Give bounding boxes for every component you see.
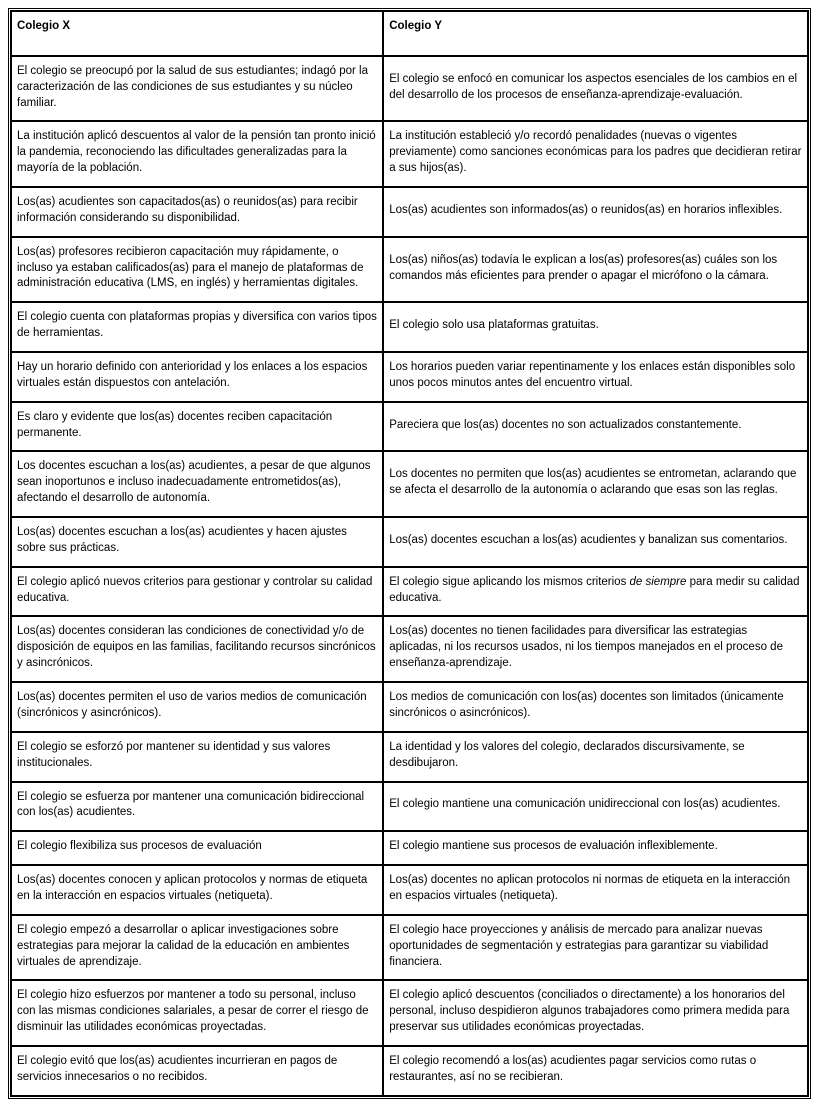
column-header-colegio-y: Colegio Y — [383, 11, 808, 56]
table-row — [11, 187, 808, 237]
table-row — [11, 865, 808, 915]
table-cell-colegio-y: El colegio mantiene sus procesos de evaluación inflexiblemente. — [383, 831, 808, 865]
table-cell-colegio-x: Los docentes escuchan a los(as) acudientes, a pesar de que algunos sean inoportunos e incluso inadecuadamente entrometidos(as), afectando el desarrollo de autonomía. — [11, 451, 383, 517]
table-cell-colegio-y — [383, 567, 808, 617]
table-row — [11, 915, 808, 981]
table-row — [11, 517, 808, 567]
column-header-colegio-x: Colegio X — [11, 11, 383, 56]
table-cell-colegio-x: Es claro y evidente que los(as) docentes reciben capacitación permanente. — [11, 402, 383, 452]
table-cell-colegio-x: Los(as) docentes escuchan a los(as) acudientes y hacen ajustes sobre sus prácticas. — [11, 517, 383, 567]
table-row — [11, 732, 808, 782]
table-row — [11, 980, 808, 1046]
comparison-table-wrapper — [8, 8, 811, 1099]
table-row — [11, 56, 808, 122]
table-row — [11, 831, 808, 865]
table-row — [11, 567, 808, 617]
table-cell-colegio-x: El colegio hizo esfuerzos por mantener a todo su personal, incluso con las mismas condiciones salariales, a pesar de correr el riesgo de disminuir las utilidades económicas proyectadas. — [11, 980, 383, 1046]
table-cell-colegio-x: El colegio cuenta con plataformas propias y diversifica con varios tipos de herramientas. — [11, 302, 383, 352]
table-row — [11, 237, 808, 303]
colegio-comparison-table — [10, 10, 809, 1097]
cell-text: El colegio sigue aplicando los mismos criterios — [389, 575, 630, 588]
table-cell-colegio-y: Los medios de comunicación con los(as) docentes son limitados (únicamente sincrónicos o asincrónicos). — [383, 682, 808, 732]
table-cell-colegio-x: Los(as) profesores recibieron capacitación muy rápidamente, o incluso ya estaban calificados(as) para el manejo de plataformas de administración educativa (LMS, en inglés) y herramientas digitales. — [11, 237, 383, 303]
table-row — [11, 352, 808, 402]
table-cell-colegio-x: El colegio empezó a desarrollar o aplicar investigaciones sobre estrategias para mejorar la calidad de la educación en ambientes virtuales de aprendizaje. — [11, 915, 383, 981]
table-header-row — [11, 11, 808, 56]
table-cell-colegio-y: Los(as) acudientes son informados(as) o reunidos(as) en horarios inflexibles. — [383, 187, 808, 237]
table-cell-colegio-y: Los docentes no permiten que los(as) acudientes se entrometan, aclarando que se afecta el desarrollo de la autonomía o aclarando que esas son las reglas. — [383, 451, 808, 517]
table-cell-colegio-y: El colegio solo usa plataformas gratuitas. — [383, 302, 808, 352]
table-row — [11, 121, 808, 187]
table-cell-colegio-y: El colegio recomendó a los(as) acudientes pagar servicios como rutas o restaurantes, así no se recibieran. — [383, 1046, 808, 1096]
cell-text-italic: de siempre — [629, 575, 687, 588]
table-cell-colegio-x: Los(as) acudientes son capacitados(as) o reunidos(as) para recibir información considerando su disponibilidad. — [11, 187, 383, 237]
table-cell-colegio-y: Los(as) docentes no aplican protocolos ni normas de etiqueta en la interacción en espacios virtuales (netiqueta). — [383, 865, 808, 915]
table-row — [11, 451, 808, 517]
table-cell-colegio-x: El colegio evitó que los(as) acudientes incurrieran en pagos de servicios innecesarios o no recibidos. — [11, 1046, 383, 1096]
table-cell-colegio-y: La institución estableció y/o recordó penalidades (nuevas o vigentes previamente) como sanciones económicas para los padres que decidieran retirar a sus hijos(as). — [383, 121, 808, 187]
table-row — [11, 782, 808, 832]
table-cell-colegio-x: Hay un horario definido con anterioridad y los enlaces a los espacios virtuales están dispuestos con antelación. — [11, 352, 383, 402]
table-cell-colegio-y: El colegio mantiene una comunicación unidireccional con los(as) acudientes. — [383, 782, 808, 832]
table-cell-colegio-x: El colegio se preocupó por la salud de sus estudiantes; indagó por la caracterización de las condiciones de sus estudiantes y su núcleo familiar. — [11, 56, 383, 122]
table-row — [11, 1046, 808, 1096]
table-cell-colegio-x: El colegio flexibiliza sus procesos de evaluación — [11, 831, 383, 865]
table-row — [11, 682, 808, 732]
table-row — [11, 616, 808, 682]
table-cell-colegio-y: El colegio aplicó descuentos (conciliados o directamente) a los honorarios del personal, incluso despidieron algunos trabajadores como primera medida para preservar sus utilidades económicas proyectadas. — [383, 980, 808, 1046]
table-cell-colegio-y: Los horarios pueden variar repentinamente y los enlaces están disponibles solo unos pocos minutos antes del encuentro virtual. — [383, 352, 808, 402]
table-cell-colegio-y: Pareciera que los(as) docentes no son actualizados constantemente. — [383, 402, 808, 452]
table-cell-colegio-x: La institución aplicó descuentos al valor de la pensión tan pronto inició la pandemia, reconociendo las dificultades generalizadas para la mayoría de la población. — [11, 121, 383, 187]
cell-text: para medir su calidad educativa. — [389, 575, 800, 604]
table-cell-colegio-y: El colegio hace proyecciones y análisis de mercado para analizar nuevas oportunidades de segmentación y estrategias para garantizar su viabilidad financiera. — [383, 915, 808, 981]
table-cell-colegio-x: El colegio se esforzó por mantener su identidad y sus valores institucionales. — [11, 732, 383, 782]
table-cell-colegio-y: Los(as) docentes no tienen facilidades para diversificar las estrategias aplicadas, ni los recursos usados, ni los tiempos manejados en el proceso de enseñanza-aprendizaje. — [383, 616, 808, 682]
table-cell-colegio-y: Los(as) docentes escuchan a los(as) acudientes y banalizan sus comentarios. — [383, 517, 808, 567]
table-body — [11, 56, 808, 1096]
table-cell-colegio-y: La identidad y los valores del colegio, declarados discursivamente, se desdibujaron. — [383, 732, 808, 782]
table-cell-colegio-y: Los(as) niños(as) todavía le explican a los(as) profesores(as) cuáles son los comandos más eficientes para prender o apagar el micrófono o la cámara. — [383, 237, 808, 303]
table-cell-colegio-x: Los(as) docentes conocen y aplican protocolos y normas de etiqueta en la interacción en espacios virtuales (netiqueta). — [11, 865, 383, 915]
table-row — [11, 402, 808, 452]
table-cell-colegio-y: El colegio se enfocó en comunicar los aspectos esenciales de los cambios en el del desarrollo de los procesos de enseñanza-aprendizaje-evaluación. — [383, 56, 808, 122]
table-cell-colegio-x: Los(as) docentes consideran las condiciones de conectividad y/o de disposición de equipos en las familias, facilitando recursos sincrónicos y asincrónicos. — [11, 616, 383, 682]
table-cell-colegio-x: El colegio aplicó nuevos criterios para gestionar y controlar su calidad educativa. — [11, 567, 383, 617]
table-cell-colegio-x: Los(as) docentes permiten el uso de varios medios de comunicación (sincrónicos y asincrónicos). — [11, 682, 383, 732]
table-row — [11, 302, 808, 352]
table-cell-colegio-x: El colegio se esfuerza por mantener una comunicación bidireccional con los(as) acudientes. — [11, 782, 383, 832]
